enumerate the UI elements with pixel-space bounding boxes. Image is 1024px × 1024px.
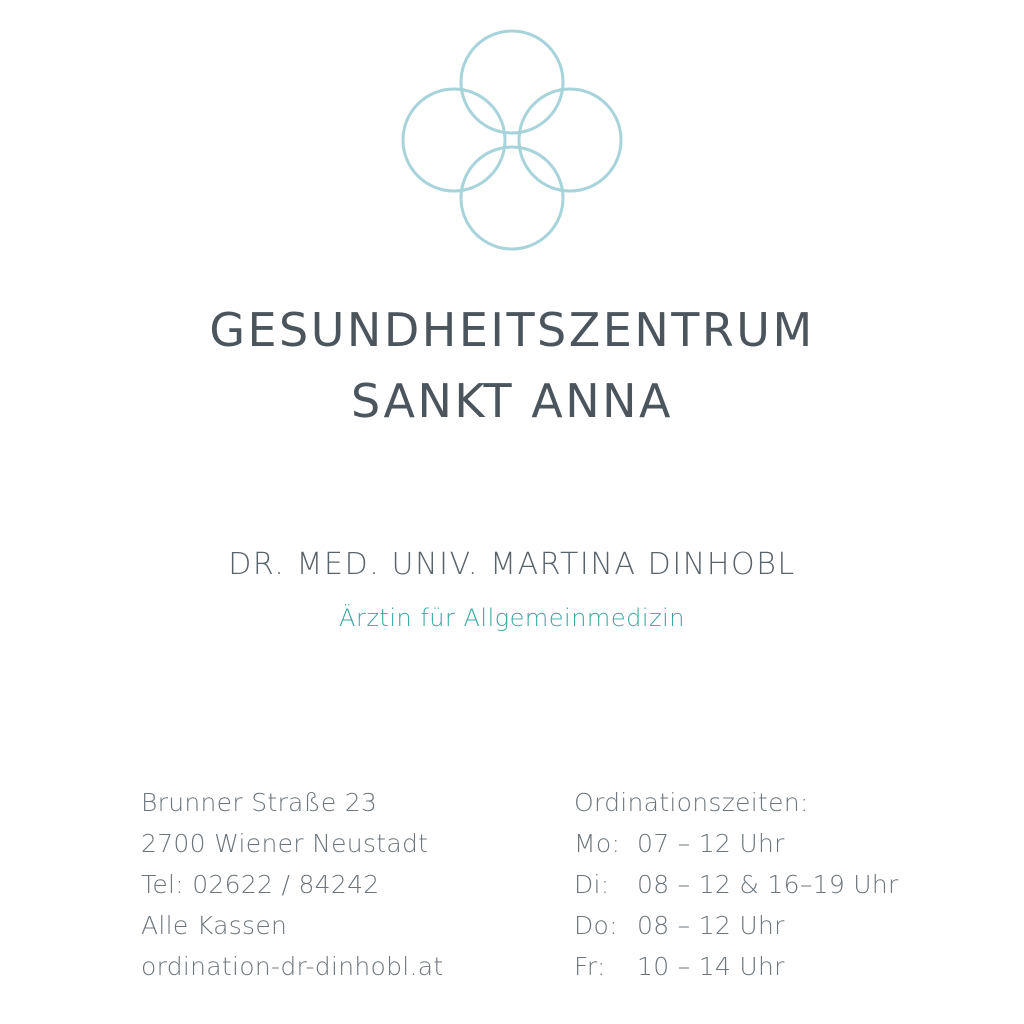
hours-day: Mo: xyxy=(574,829,621,858)
phone-number: Tel: 02622 / 84242 xyxy=(141,870,380,899)
logo-circle-right xyxy=(519,89,621,191)
hours-time: 08 – 12 & 16–19 Uhr xyxy=(637,870,899,899)
hours-day: Fr: xyxy=(574,952,606,981)
insurance-note: Alle Kassen xyxy=(141,911,288,940)
center-name-line-2: SANKT ANNA xyxy=(350,374,673,428)
logo-circle-top xyxy=(461,31,563,133)
hours-row-monday xyxy=(574,823,899,864)
address-street: Brunner Straße 23 xyxy=(141,788,378,817)
contact-block xyxy=(141,782,443,987)
hours-time: 08 – 12 Uhr xyxy=(637,911,785,940)
center-name-line-1: GESUNDHEITSZENTRUM xyxy=(209,303,815,357)
four-circles-logo-icon xyxy=(400,28,624,252)
logo-graphic xyxy=(400,28,624,252)
hours-time: 10 – 14 Uhr xyxy=(637,952,785,981)
logo-circle-bottom xyxy=(461,147,563,249)
hours-row-tuesday xyxy=(574,864,899,905)
logo-circle-left xyxy=(403,89,505,191)
doctor-name: DR. MED. UNIV. MARTINA DINHOBL xyxy=(228,547,796,582)
doctor-specialty: Ärztin für Allgemeinmedizin xyxy=(339,604,685,632)
website-text: ordination-dr-dinhobl.at xyxy=(141,952,444,981)
hours-row-thursday xyxy=(574,905,899,946)
hours-row-friday xyxy=(574,946,899,987)
hours-day: Di: xyxy=(574,870,610,899)
opening-hours-heading: Ordinationszeiten: xyxy=(574,788,809,817)
hours-day: Do: xyxy=(574,911,618,940)
hours-time: 07 – 12 Uhr xyxy=(637,829,785,858)
address-city: 2700 Wiener Neustadt xyxy=(141,829,429,858)
opening-hours-block xyxy=(574,782,899,987)
